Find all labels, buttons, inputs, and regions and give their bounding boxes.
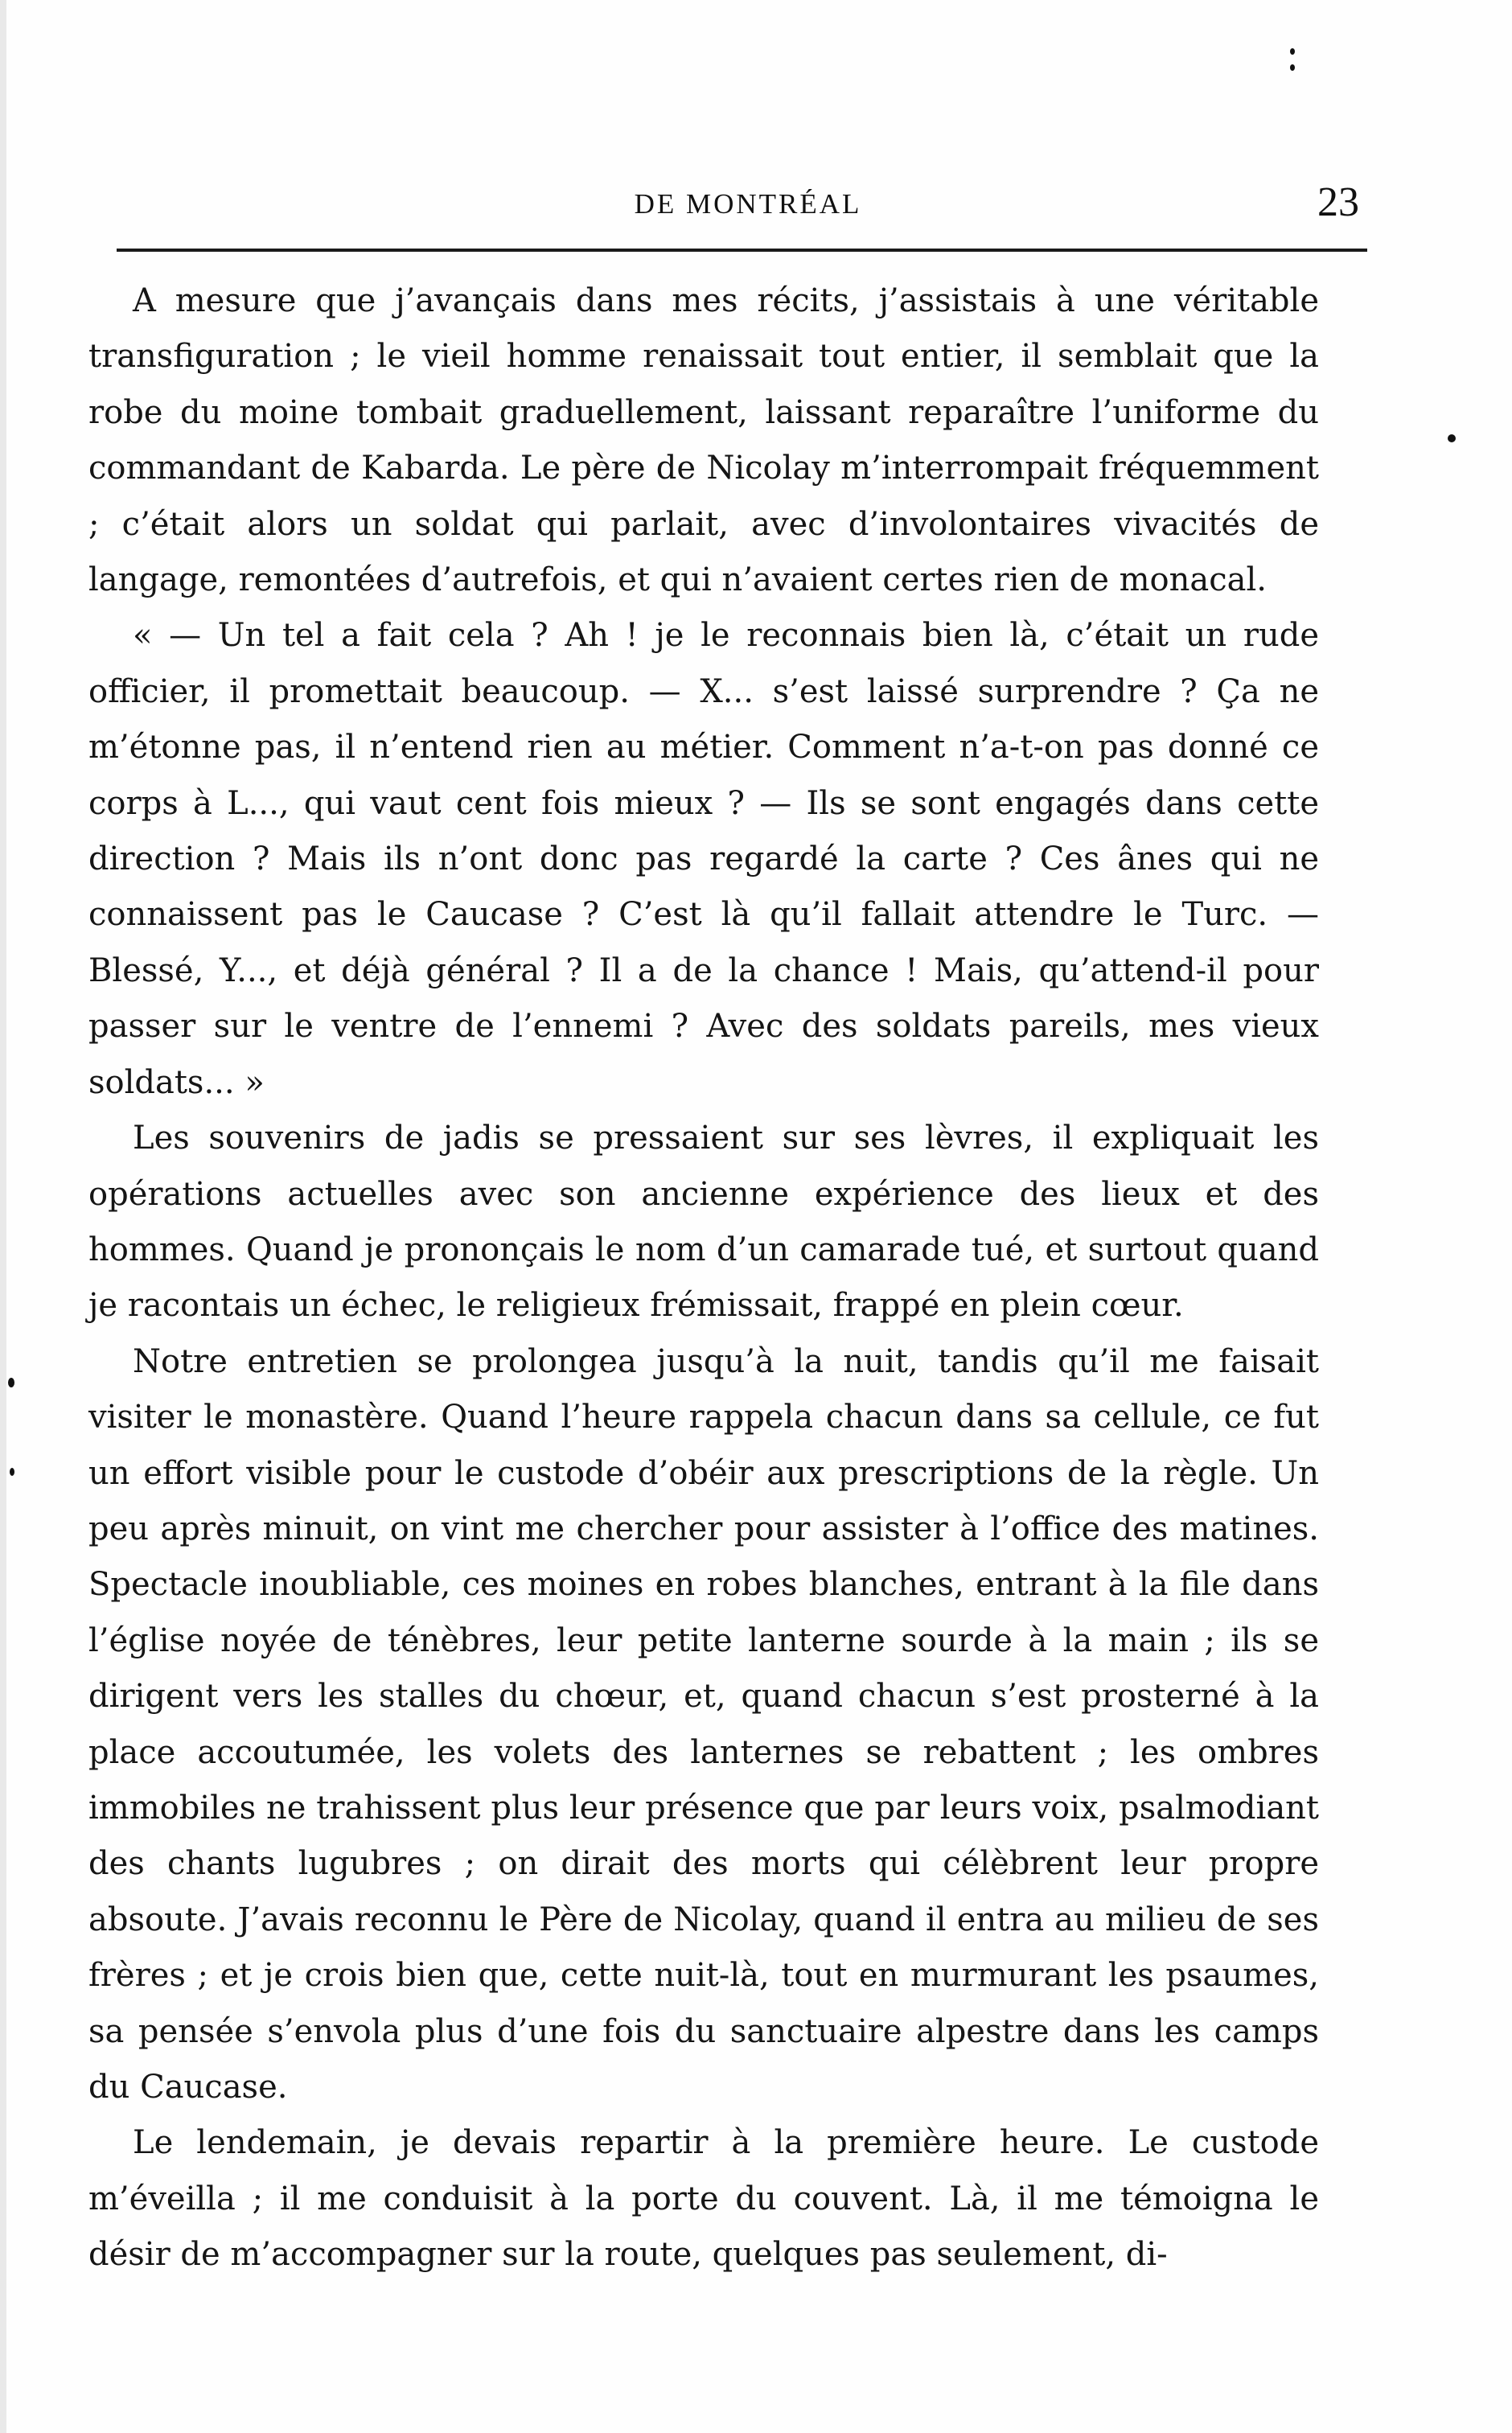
paragraph: « — Un tel a fait cela ? Ah ! je le reconnais bien là, c’était un rude officier, il promettait beaucoup. — X... s’est laissé surprendre ? Ça ne m’étonne pas, il n’entend rien au métier. Comment n’a-t-on pas donné ce corps à L..., qui vaut cent fois mieux ? — Ils se sont engagés dans cette direction ? Mais ils n’ont donc pas regardé la carte ? Ces ânes qui ne connaissent pas le Caucase ? C’est là qu’il fallait attendre le Turc. — Blessé, Y..., et déjà général ? Il a de la chance ! Mais, qu’attend-il pour passer sur le ventre de l’ennemi ? Avec des soldats pareils, mes vieux soldats... » [88,617,1319,1101]
ink-speck [1448,434,1456,442]
paragraph: Les souvenirs de jadis se pressaient sur ses lèvres, il expliquait les opérations actuelles avec son ancienne expérience des lieux et des hommes. Quand je prononçais le nom d’un camarade tué, et surtout quand je racontais un échec, le religieux frémissait, frappé en plein cœur. [88,1120,1319,1325]
ink-speck [8,1378,14,1387]
paragraph: A mesure que j’avançais dans mes récits, j’assistais à une véritable transfiguration ; le vieil homme renaissait tout entier, il semblait que la robe du moine tombait graduellement, laissant reparaître l’uniforme du commandant de Kabarda. Le père de Nicolay m’interrompait fréquemment ; c’était alors un soldat qui parlait, avec d’involontaires vivacités de langage, remontées d’autrefois, et qui n’avaient certes rien de monacal. [88,282,1319,599]
ink-speck [1290,64,1295,71]
running-title: DE MONTRÉAL [634,188,862,220]
body-text [88,273,1319,2283]
page-number: 23 [1317,179,1359,225]
ink-speck [1290,48,1295,55]
page-edge-shadow [0,0,6,2433]
paragraph: Le lendemain, je devais repartir à la première heure. Le custode m’éveilla ; il me conduisit à la porte du couvent. Là, il me témoigna le désir de m’accompagner sur la route, quelques pas seulement, di- [88,2124,1319,2274]
paragraph: Notre entretien se prolongea jusqu’à la nuit, tandis qu’il me faisait visiter le monastère. Quand l’heure rappela chacun dans sa cellule, ce fut un effort visible pour le custode d’obéir aux prescriptions de la règle. Un peu après minuit, on vint me chercher pour assister à l’office des matines. Spectacle inoubliable, ces moines en robes blanches, entrant à la file dans l’église noyée de ténèbres, leur petite lanterne sourde à la main ; ils se dirigent vers les stalles du chœur, et, quand chacun s’est prosterné à la place accoutumée, les volets des lanternes se rebattent ; les ombres immobiles ne trahissent plus leur présence que par leurs voix, psalmodiant des chants lugubres ; on dirait des morts qui célèbrent leur propre absoute. J’avais reconnu le Père de Nicolay, quand il entra au milieu de ses frères ; et je crois bien que, cette nuit-là, tout en murmurant les psaumes, sa pensée s’envola plus d’une fois du sanctuaire alpestre dans les camps du Caucase. [88,1342,1319,2106]
ink-speck [10,1468,14,1476]
page-header [129,179,1367,235]
header-rule [117,249,1367,252]
